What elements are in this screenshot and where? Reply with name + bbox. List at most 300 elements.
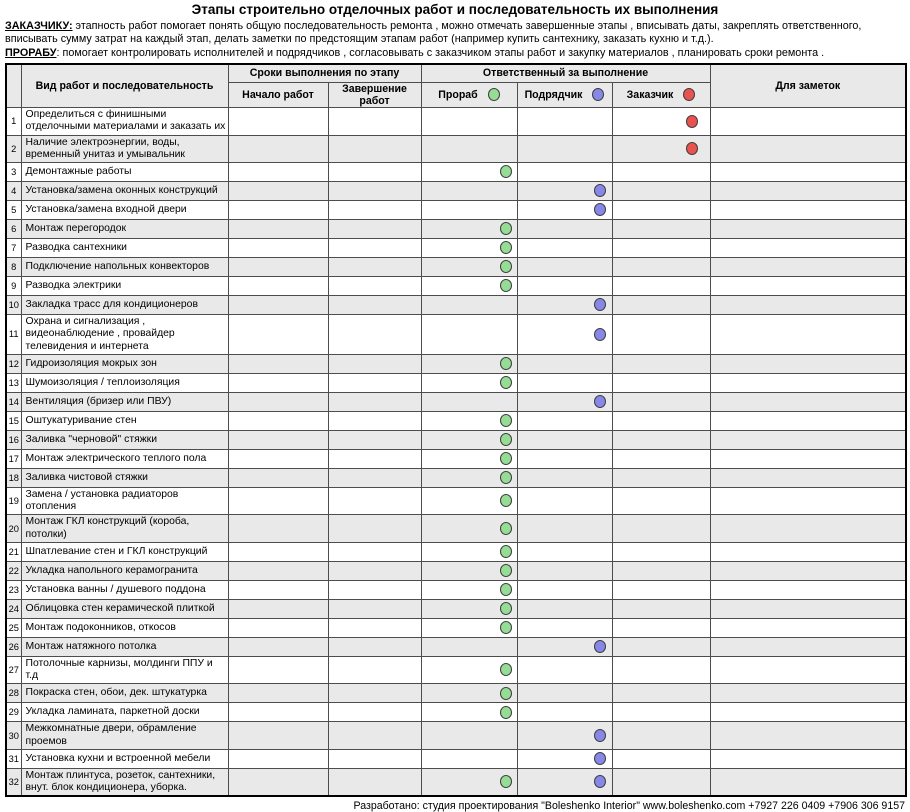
podryadchik-dot	[594, 298, 606, 311]
podryadchik-mark-cell	[517, 135, 612, 163]
zakazchik-mark-cell	[612, 392, 710, 411]
start-date-cell	[228, 684, 328, 703]
zakazchik-column-label: Заказчик	[626, 88, 674, 101]
table-row	[6, 373, 906, 392]
prorab-mark-cell	[421, 515, 517, 543]
prorab-dot	[500, 414, 512, 427]
row-number: 22	[6, 561, 21, 580]
notes-cell	[710, 163, 906, 182]
zakazchik-mark-cell	[612, 580, 710, 599]
prorab-mark-cell	[421, 220, 517, 239]
zakazchik-mark-cell	[612, 373, 710, 392]
podryadchik-dot	[594, 640, 606, 653]
zakazchik-mark-cell	[612, 449, 710, 468]
start-date-cell	[228, 201, 328, 220]
start-date-cell	[228, 487, 328, 515]
table-row	[6, 656, 906, 684]
table-row	[6, 618, 906, 637]
podryadchik-mark-cell	[517, 182, 612, 201]
table-row	[6, 201, 906, 220]
podryadchik-dot	[594, 775, 606, 788]
header-row-groups	[6, 64, 906, 83]
row-number: 3	[6, 163, 21, 182]
podryadchik-dot	[594, 328, 606, 341]
prorab-dot	[500, 583, 512, 596]
start-date-cell	[228, 373, 328, 392]
zakazchik-mark-cell	[612, 315, 710, 355]
notes-cell	[710, 430, 906, 449]
prorab-dot	[500, 545, 512, 558]
row-number: 1	[6, 107, 21, 135]
table-row	[6, 722, 906, 750]
zakazchik-legend-dot	[683, 88, 695, 101]
end-date-cell	[328, 182, 421, 201]
podryadchik-mark-cell	[517, 392, 612, 411]
page-title: Этапы строительно отделочных работ и последовательность их выполнения	[191, 2, 719, 17]
table-row	[6, 749, 906, 768]
row-number: 14	[6, 392, 21, 411]
work-type-cell: Разводка электрики	[21, 277, 228, 296]
header-end-date: Завершение работ	[328, 82, 421, 107]
zakazchik-mark-cell	[612, 411, 710, 430]
prorab-column-label: Прораб	[438, 88, 478, 101]
table-row	[6, 468, 906, 487]
prorab-mark-cell	[421, 487, 517, 515]
prorab-mark-cell	[421, 599, 517, 618]
notes-cell	[710, 468, 906, 487]
start-date-cell	[228, 163, 328, 182]
prorab-dot	[500, 494, 512, 507]
prorab-mark-cell	[421, 296, 517, 315]
notes-cell	[710, 239, 906, 258]
prorab-label: ПРОРАБУ	[5, 46, 57, 59]
end-date-cell	[328, 768, 421, 796]
notes-cell	[710, 449, 906, 468]
podryadchik-mark-cell	[517, 580, 612, 599]
work-type-cell: Замена / установка радиаторов отопления	[21, 487, 228, 515]
work-type-cell: Покраска стен, обои, дек. штукатурка	[21, 684, 228, 703]
start-date-cell	[228, 258, 328, 277]
podryadchik-dot	[594, 752, 606, 765]
header-zakazchik	[612, 82, 710, 107]
podryadchik-mark-cell	[517, 277, 612, 296]
start-date-cell	[228, 430, 328, 449]
prorab-mark-cell	[421, 580, 517, 599]
row-number: 7	[6, 239, 21, 258]
podryadchik-mark-cell	[517, 220, 612, 239]
work-type-cell: Гидроизоляция мокрых зон	[21, 354, 228, 373]
end-date-cell	[328, 107, 421, 135]
end-date-cell	[328, 239, 421, 258]
table-row	[6, 580, 906, 599]
end-date-cell	[328, 315, 421, 355]
notes-cell	[710, 542, 906, 561]
work-type-cell: Вентиляция (бризер или ПВУ)	[21, 392, 228, 411]
end-date-cell	[328, 373, 421, 392]
podryadchik-dot	[594, 203, 606, 216]
end-date-cell	[328, 684, 421, 703]
zakazchik-mark-cell	[612, 561, 710, 580]
end-date-cell	[328, 430, 421, 449]
table-row	[6, 515, 906, 543]
start-date-cell	[228, 220, 328, 239]
row-number: 6	[6, 220, 21, 239]
work-type-cell: Облицовка стен керамической плиткой	[21, 599, 228, 618]
work-type-cell: Монтаж подоконников, откосов	[21, 618, 228, 637]
zakazchik-mark-cell	[612, 515, 710, 543]
row-number: 8	[6, 258, 21, 277]
prorab-dot	[500, 564, 512, 577]
zakazchik-mark-cell	[612, 201, 710, 220]
table-row	[6, 220, 906, 239]
podryadchik-mark-cell	[517, 618, 612, 637]
end-date-cell	[328, 618, 421, 637]
podryadchik-mark-cell	[517, 354, 612, 373]
table-header	[6, 64, 906, 108]
work-type-cell: Установка кухни и встроенной мебели	[21, 749, 228, 768]
start-date-cell	[228, 354, 328, 373]
work-type-cell: Монтаж перегородок	[21, 220, 228, 239]
zakazchik-mark-cell	[612, 354, 710, 373]
end-date-cell	[328, 449, 421, 468]
notes-cell	[710, 182, 906, 201]
table-body	[6, 107, 906, 796]
end-date-cell	[328, 258, 421, 277]
work-type-cell: Шпатлевание стен и ГКЛ конструкций	[21, 542, 228, 561]
prorab-mark-cell	[421, 749, 517, 768]
notes-cell	[710, 107, 906, 135]
footer-credits: Разработано: студия проектирования "Boleshenko Interior" www.boleshenko.com +7927 226 0409 +7906 306 9157	[353, 800, 905, 812]
header-dates-group: Сроки выполнения по этапу	[228, 64, 421, 83]
notes-cell	[710, 487, 906, 515]
zakazchik-mark-cell	[612, 656, 710, 684]
prorab-mark-cell	[421, 768, 517, 796]
table-row	[6, 561, 906, 580]
end-date-cell	[328, 163, 421, 182]
prorab-mark-cell	[421, 637, 517, 656]
prorab-mark-cell	[421, 449, 517, 468]
row-number: 24	[6, 599, 21, 618]
podryadchik-mark-cell	[517, 239, 612, 258]
table-row	[6, 258, 906, 277]
prorab-mark-cell	[421, 561, 517, 580]
notes-cell	[710, 580, 906, 599]
table-row	[6, 542, 906, 561]
zakazchik-mark-cell	[612, 599, 710, 618]
notes-cell	[710, 749, 906, 768]
prorab-dot	[500, 433, 512, 446]
zakazchik-label: ЗАКАЗЧИКУ:	[5, 19, 73, 32]
prorab-text: : помогает контролировать исполнителей и подрядчиков , согласовывать с заказчиком этапы работ и закупку материалов , планировать сроки ремонта .	[56, 46, 825, 59]
row-number: 13	[6, 373, 21, 392]
notes-cell	[710, 277, 906, 296]
start-date-cell	[228, 239, 328, 258]
table-row	[6, 430, 906, 449]
end-date-cell	[328, 468, 421, 487]
work-type-cell: Потолочные карнизы, молдинги ППУ и т.д	[21, 656, 228, 684]
stages-table	[5, 63, 907, 798]
notes-cell	[710, 618, 906, 637]
zakazchik-mark-cell	[612, 703, 710, 722]
prorab-mark-cell	[421, 618, 517, 637]
podryadchik-mark-cell	[517, 542, 612, 561]
prorab-mark-cell	[421, 468, 517, 487]
table-row	[6, 239, 906, 258]
notes-cell	[710, 722, 906, 750]
notes-cell	[710, 599, 906, 618]
prorab-mark-cell	[421, 373, 517, 392]
intro-prorab	[5, 47, 905, 60]
prorab-mark-cell	[421, 411, 517, 430]
zakazchik-mark-cell	[612, 239, 710, 258]
end-date-cell	[328, 656, 421, 684]
end-date-cell	[328, 135, 421, 163]
end-date-cell	[328, 561, 421, 580]
start-date-cell	[228, 135, 328, 163]
prorab-legend-dot	[488, 88, 500, 101]
zakazchik-mark-cell	[612, 618, 710, 637]
table-row	[6, 411, 906, 430]
table-row	[6, 296, 906, 315]
podryadchik-mark-cell	[517, 258, 612, 277]
start-date-cell	[228, 722, 328, 750]
prorab-mark-cell	[421, 239, 517, 258]
podryadchik-mark-cell	[517, 163, 612, 182]
row-number: 12	[6, 354, 21, 373]
start-date-cell	[228, 468, 328, 487]
work-type-cell: Монтаж натяжного потолка	[21, 637, 228, 656]
end-date-cell	[328, 542, 421, 561]
header-responsible-group: Ответственный за выполнение	[421, 64, 710, 83]
notes-cell	[710, 315, 906, 355]
prorab-dot	[500, 279, 512, 292]
work-type-cell: Заливка "черновой" стяжки	[21, 430, 228, 449]
table-row	[6, 449, 906, 468]
prorab-dot	[500, 621, 512, 634]
prorab-mark-cell	[421, 182, 517, 201]
header-start-date: Начало работ	[228, 82, 328, 107]
row-number: 23	[6, 580, 21, 599]
work-type-cell: Установка/замена оконных конструкций	[21, 182, 228, 201]
row-number: 16	[6, 430, 21, 449]
table-row	[6, 182, 906, 201]
work-type-cell: Оштукатуривание стен	[21, 411, 228, 430]
work-type-cell: Установка/замена входной двери	[21, 201, 228, 220]
start-date-cell	[228, 515, 328, 543]
notes-cell	[710, 768, 906, 796]
row-number: 15	[6, 411, 21, 430]
prorab-dot	[500, 687, 512, 700]
work-type-cell: Заливка чистовой стяжки	[21, 468, 228, 487]
work-type-cell: Определиться с финишными отделочными материалами и заказать их	[21, 107, 228, 135]
podryadchik-mark-cell	[517, 684, 612, 703]
notes-cell	[710, 354, 906, 373]
table-row	[6, 684, 906, 703]
notes-cell	[710, 515, 906, 543]
table-row	[6, 107, 906, 135]
zakazchik-dot	[686, 142, 698, 155]
row-number: 20	[6, 515, 21, 543]
work-type-cell: Монтаж электрического теплого пола	[21, 449, 228, 468]
work-type-cell: Наличие электроэнергии, воды, временный унитаз и умывальник	[21, 135, 228, 163]
table-row	[6, 392, 906, 411]
start-date-cell	[228, 315, 328, 355]
start-date-cell	[228, 637, 328, 656]
zakazchik-mark-cell	[612, 637, 710, 656]
zakazchik-mark-cell	[612, 768, 710, 796]
prorab-dot	[500, 165, 512, 178]
row-number: 18	[6, 468, 21, 487]
end-date-cell	[328, 637, 421, 656]
podryadchik-mark-cell	[517, 722, 612, 750]
start-date-cell	[228, 277, 328, 296]
end-date-cell	[328, 515, 421, 543]
prorab-dot	[500, 357, 512, 370]
start-date-cell	[228, 107, 328, 135]
podryadchik-mark-cell	[517, 599, 612, 618]
row-number: 5	[6, 201, 21, 220]
podryadchik-mark-cell	[517, 201, 612, 220]
start-date-cell	[228, 411, 328, 430]
start-date-cell	[228, 656, 328, 684]
start-date-cell	[228, 580, 328, 599]
start-date-cell	[228, 561, 328, 580]
work-type-cell: Охрана и сигнализация , видеонаблюдение , провайдер телевидения и интернета	[21, 315, 228, 355]
header-work-type: Вид работ и последовательность	[21, 64, 228, 108]
row-number: 9	[6, 277, 21, 296]
start-date-cell	[228, 392, 328, 411]
header-prorab	[421, 82, 517, 107]
row-number: 25	[6, 618, 21, 637]
start-date-cell	[228, 182, 328, 201]
end-date-cell	[328, 392, 421, 411]
podryadchik-mark-cell	[517, 768, 612, 796]
start-date-cell	[228, 768, 328, 796]
row-number: 28	[6, 684, 21, 703]
prorab-mark-cell	[421, 684, 517, 703]
podryadchik-mark-cell	[517, 749, 612, 768]
notes-cell	[710, 220, 906, 239]
zakazchik-mark-cell	[612, 487, 710, 515]
notes-cell	[710, 684, 906, 703]
start-date-cell	[228, 703, 328, 722]
table-row	[6, 599, 906, 618]
podryadchik-mark-cell	[517, 449, 612, 468]
prorab-mark-cell	[421, 656, 517, 684]
end-date-cell	[328, 749, 421, 768]
podryadchik-mark-cell	[517, 703, 612, 722]
podryadchik-mark-cell	[517, 315, 612, 355]
work-type-cell: Монтаж ГКЛ конструкций (короба, потолки)	[21, 515, 228, 543]
end-date-cell	[328, 487, 421, 515]
podryadchik-column-label: Подрядчик	[524, 88, 583, 101]
prorab-mark-cell	[421, 258, 517, 277]
header-notes: Для заметок	[710, 64, 906, 108]
prorab-dot	[500, 706, 512, 719]
zakazchik-mark-cell	[612, 163, 710, 182]
table-row	[6, 277, 906, 296]
end-date-cell	[328, 201, 421, 220]
row-number: 31	[6, 749, 21, 768]
row-number: 4	[6, 182, 21, 201]
prorab-mark-cell	[421, 430, 517, 449]
work-type-cell: Укладка ламината, паркетной доски	[21, 703, 228, 722]
zakazchik-mark-cell	[612, 749, 710, 768]
notes-cell	[710, 703, 906, 722]
zakazchik-mark-cell	[612, 220, 710, 239]
table-row	[6, 135, 906, 163]
end-date-cell	[328, 703, 421, 722]
podryadchik-mark-cell	[517, 296, 612, 315]
row-number: 27	[6, 656, 21, 684]
notes-cell	[710, 373, 906, 392]
end-date-cell	[328, 411, 421, 430]
row-number: 21	[6, 542, 21, 561]
work-type-cell: Межкомнатные двери, обрамление проемов	[21, 722, 228, 750]
header-podryadchik	[517, 82, 612, 107]
start-date-cell	[228, 296, 328, 315]
zakazchik-mark-cell	[612, 277, 710, 296]
work-type-cell: Укладка напольного керамогранита	[21, 561, 228, 580]
work-type-cell: Подключение напольных конвекторов	[21, 258, 228, 277]
row-number: 29	[6, 703, 21, 722]
prorab-mark-cell	[421, 703, 517, 722]
podryadchik-mark-cell	[517, 411, 612, 430]
zakazchik-mark-cell	[612, 182, 710, 201]
row-number: 26	[6, 637, 21, 656]
podryadchik-mark-cell	[517, 637, 612, 656]
podryadchik-mark-cell	[517, 107, 612, 135]
zakazchik-mark-cell	[612, 430, 710, 449]
table-row	[6, 163, 906, 182]
work-type-cell: Шумоизоляция / теплоизоляция	[21, 373, 228, 392]
zakazchik-mark-cell	[612, 296, 710, 315]
end-date-cell	[328, 354, 421, 373]
notes-cell	[710, 296, 906, 315]
zakazchik-mark-cell	[612, 542, 710, 561]
prorab-dot	[500, 663, 512, 676]
zakazchik-mark-cell	[612, 468, 710, 487]
work-type-cell: Закладка трасс для кондиционеров	[21, 296, 228, 315]
work-type-cell: Установка ванны / душевого поддона	[21, 580, 228, 599]
prorab-dot	[500, 260, 512, 273]
table-row	[6, 354, 906, 373]
row-number: 2	[6, 135, 21, 163]
start-date-cell	[228, 542, 328, 561]
zakazchik-mark-cell	[612, 107, 710, 135]
notes-cell	[710, 392, 906, 411]
row-number: 32	[6, 768, 21, 796]
end-date-cell	[328, 580, 421, 599]
podryadchik-mark-cell	[517, 515, 612, 543]
start-date-cell	[228, 449, 328, 468]
end-date-cell	[328, 296, 421, 315]
prorab-dot	[500, 452, 512, 465]
prorab-mark-cell	[421, 392, 517, 411]
start-date-cell	[228, 618, 328, 637]
podryadchik-dot	[594, 395, 606, 408]
podryadchik-legend-dot	[592, 88, 604, 101]
prorab-dot	[500, 471, 512, 484]
zakazchik-mark-cell	[612, 722, 710, 750]
row-number: 30	[6, 722, 21, 750]
table-row	[6, 315, 906, 355]
prorab-mark-cell	[421, 354, 517, 373]
podryadchik-mark-cell	[517, 468, 612, 487]
notes-cell	[710, 656, 906, 684]
prorab-dot	[500, 241, 512, 254]
start-date-cell	[228, 749, 328, 768]
